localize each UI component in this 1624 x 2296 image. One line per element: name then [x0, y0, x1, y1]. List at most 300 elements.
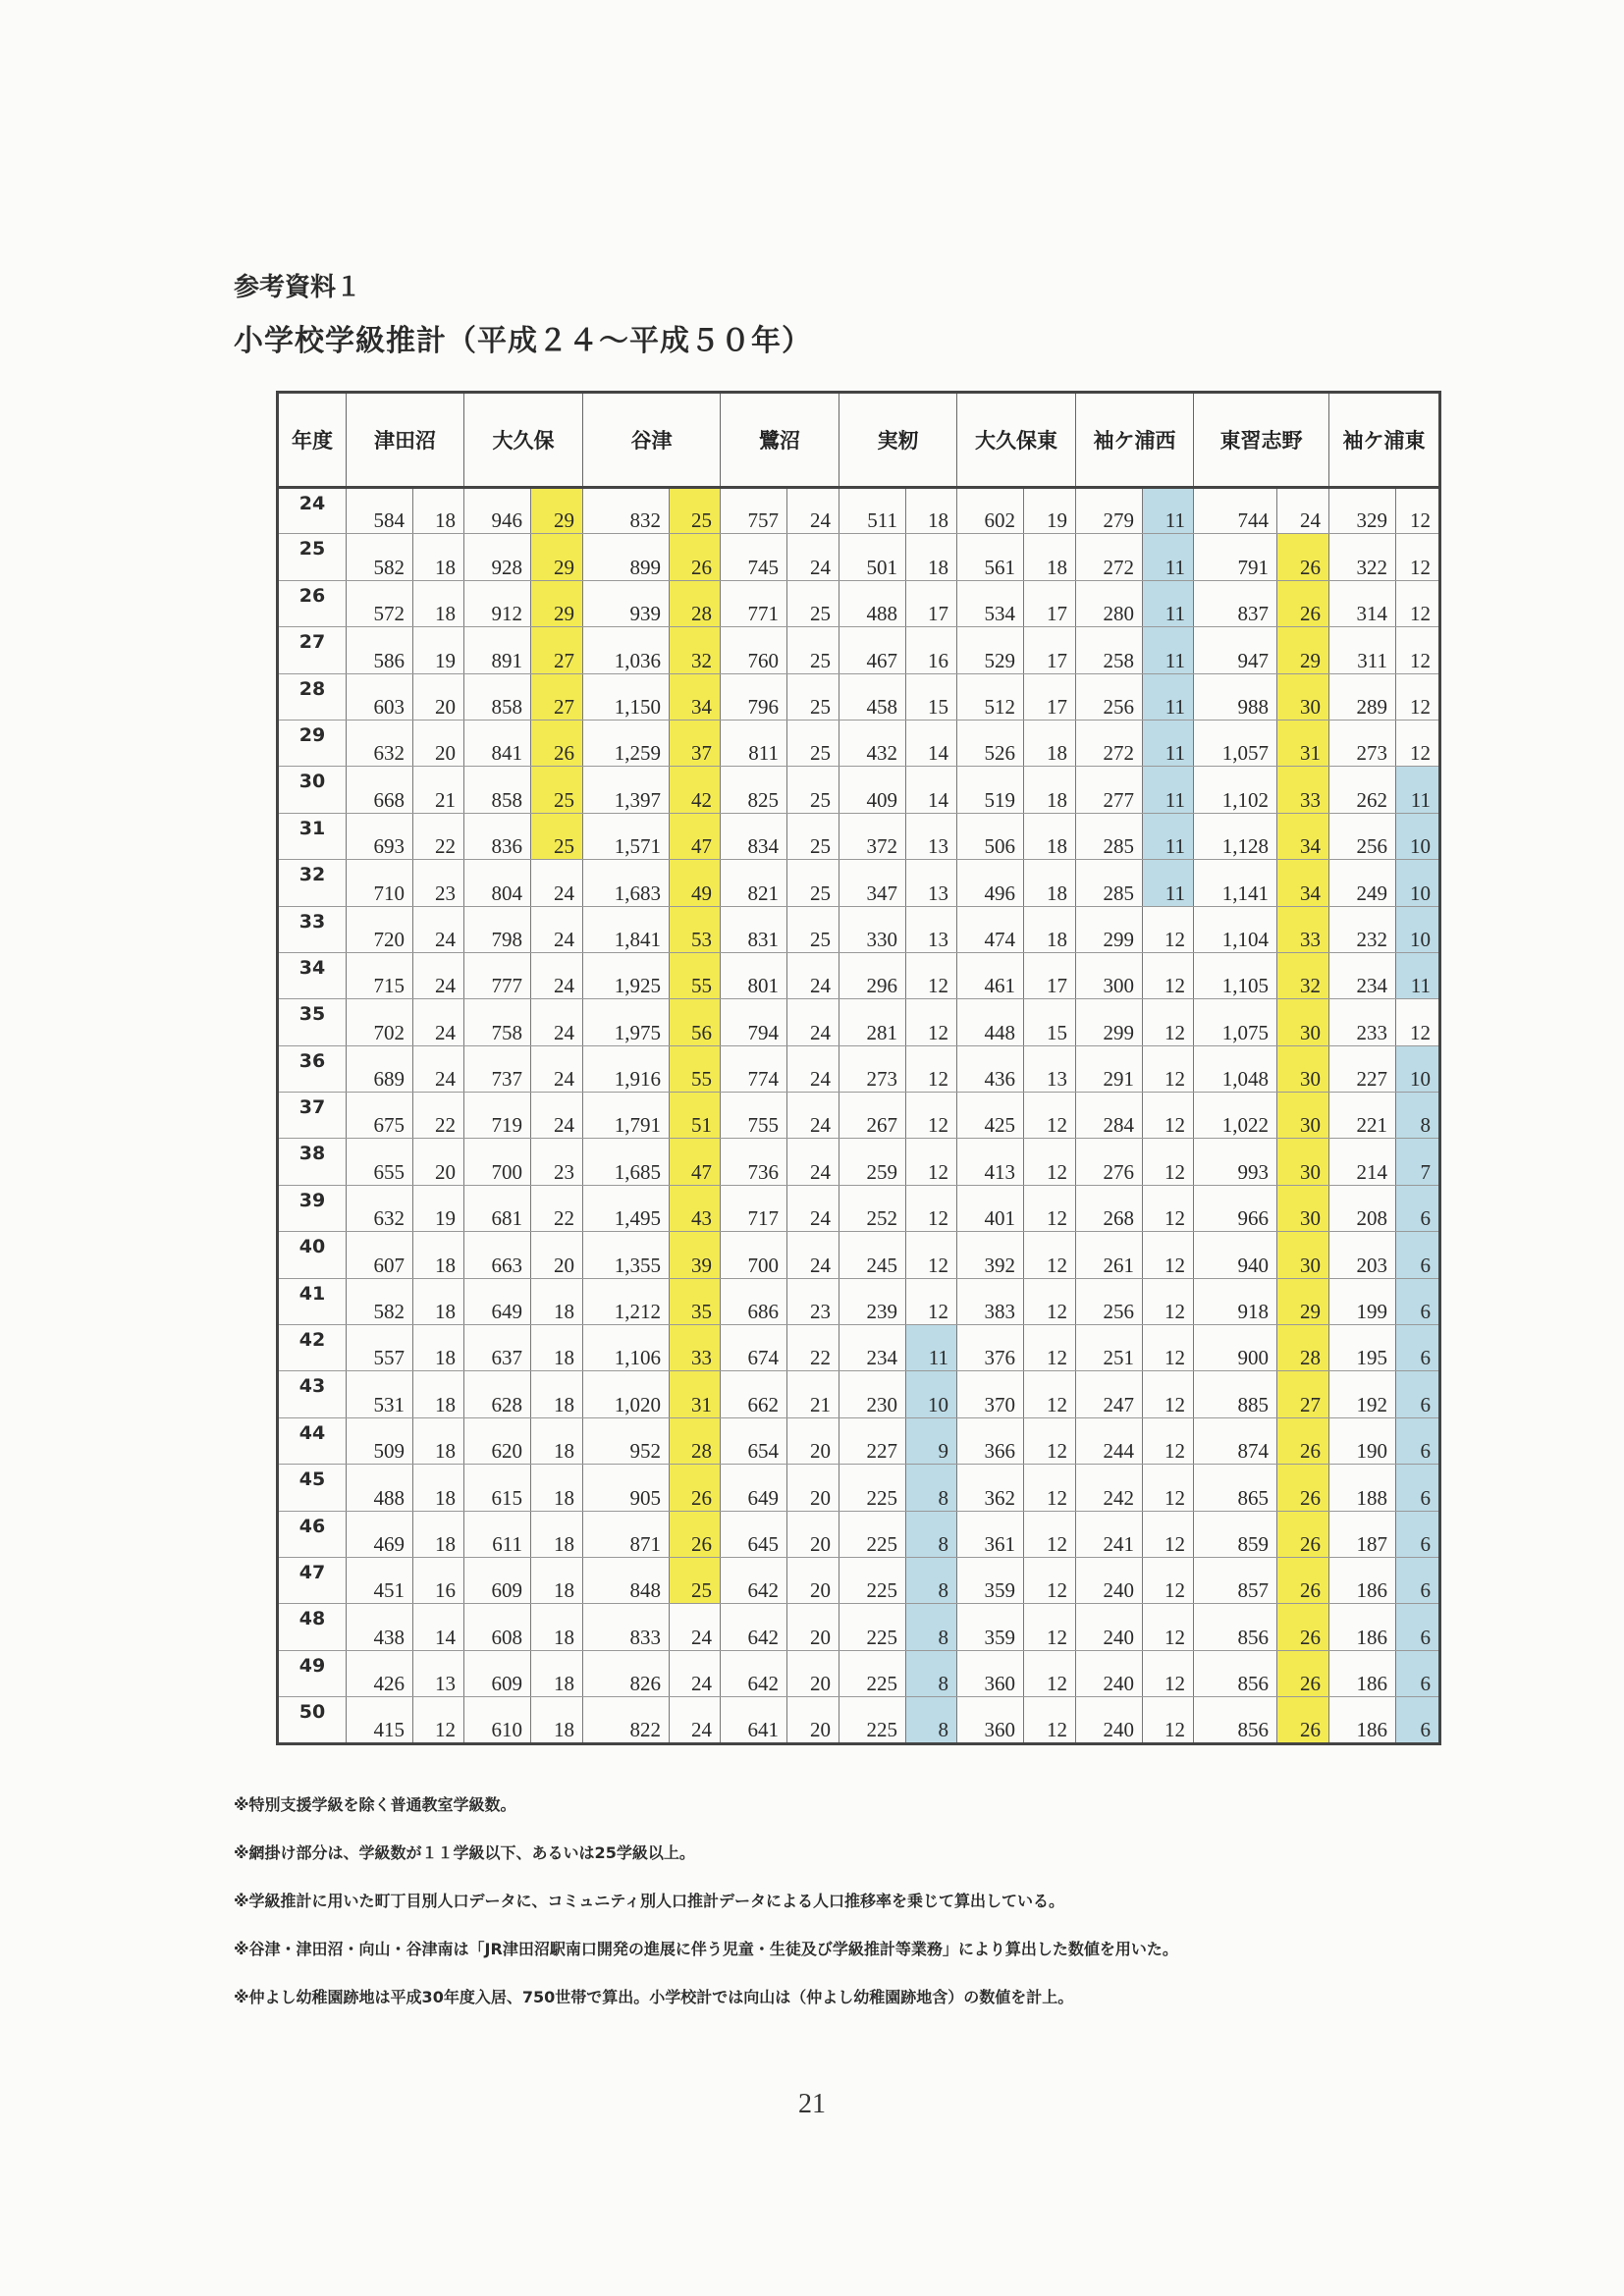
table-row — [278, 1325, 1440, 1371]
student-count-cell: 415 — [347, 1697, 413, 1743]
school-column-header: 実籾 — [839, 393, 957, 488]
class-count-cell: 47 — [670, 813, 721, 859]
student-count-cell: 654 — [721, 1417, 787, 1464]
class-count-cell: 14 — [413, 1604, 464, 1650]
student-count-cell: 289 — [1329, 673, 1396, 720]
class-count-cell: 12 — [1143, 1278, 1194, 1324]
class-count-cell: 55 — [670, 952, 721, 998]
class-count-cell: 24 — [787, 999, 839, 1045]
student-count-cell: 715 — [347, 952, 413, 998]
class-count-cell: 25 — [670, 1557, 721, 1603]
student-count-cell: 834 — [721, 813, 787, 859]
class-count-cell: 37 — [670, 720, 721, 766]
class-count-cell: 12 — [1396, 720, 1440, 766]
student-count-cell: 401 — [957, 1185, 1024, 1231]
student-count-cell: 609 — [464, 1557, 531, 1603]
class-count-cell: 18 — [531, 1511, 583, 1557]
class-count-cell: 11 — [1143, 720, 1194, 766]
class-count-cell: 12 — [1143, 1232, 1194, 1278]
class-count-cell: 32 — [1277, 952, 1329, 998]
class-count-cell: 12 — [906, 1139, 957, 1185]
student-count-cell: 649 — [464, 1278, 531, 1324]
class-count-cell: 18 — [413, 1371, 464, 1417]
student-count-cell: 413 — [957, 1139, 1024, 1185]
class-count-cell: 21 — [787, 1371, 839, 1417]
class-count-cell: 10 — [906, 1371, 957, 1417]
class-count-cell: 26 — [531, 720, 583, 766]
table-row — [278, 1045, 1440, 1092]
year-cell: 37 — [278, 1093, 347, 1139]
footnote: ※学級推計に用いた町丁目別人口データに、コミュニティ別人口推計データによる人口推移率を乗じて算出している。 — [234, 1892, 1064, 1910]
class-count-cell: 8 — [906, 1604, 957, 1650]
class-count-cell: 30 — [1277, 1093, 1329, 1139]
year-cell: 29 — [278, 720, 347, 766]
school-column-header: 大久保東 — [957, 393, 1076, 488]
student-count-cell: 225 — [839, 1604, 906, 1650]
student-count-cell: 383 — [957, 1278, 1024, 1324]
class-count-cell: 12 — [1143, 999, 1194, 1045]
class-count-cell: 18 — [531, 1325, 583, 1371]
class-count-cell: 11 — [1143, 767, 1194, 813]
year-cell: 36 — [278, 1045, 347, 1092]
student-count-cell: 856 — [1194, 1604, 1277, 1650]
student-count-cell: 299 — [1076, 906, 1143, 952]
year-cell: 30 — [278, 767, 347, 813]
student-count-cell: 637 — [464, 1325, 531, 1371]
table-row — [278, 1278, 1440, 1324]
class-count-cell: 30 — [1277, 673, 1329, 720]
student-count-cell: 187 — [1329, 1511, 1396, 1557]
student-count-cell: 946 — [464, 488, 531, 534]
student-count-cell: 242 — [1076, 1465, 1143, 1511]
student-count-cell: 610 — [464, 1697, 531, 1743]
student-count-cell: 825 — [721, 767, 787, 813]
student-count-cell: 232 — [1329, 906, 1396, 952]
year-cell: 31 — [278, 813, 347, 859]
class-count-cell: 12 — [1024, 1278, 1076, 1324]
class-count-cell: 18 — [906, 488, 957, 534]
class-count-cell: 25 — [787, 767, 839, 813]
class-count-cell: 22 — [413, 1093, 464, 1139]
class-count-cell: 23 — [413, 860, 464, 906]
class-count-cell: 26 — [1277, 1604, 1329, 1650]
student-count-cell: 642 — [721, 1650, 787, 1696]
class-count-cell: 22 — [531, 1185, 583, 1231]
student-count-cell: 240 — [1076, 1697, 1143, 1743]
year-cell: 24 — [278, 488, 347, 534]
class-count-cell: 12 — [1024, 1232, 1076, 1278]
student-count-cell: 717 — [721, 1185, 787, 1231]
table-row — [278, 1511, 1440, 1557]
student-count-cell: 273 — [839, 1045, 906, 1092]
school-column-header: 谷津 — [583, 393, 721, 488]
class-count-cell: 35 — [670, 1278, 721, 1324]
year-cell: 32 — [278, 860, 347, 906]
student-count-cell: 702 — [347, 999, 413, 1045]
class-count-cell: 30 — [1277, 1139, 1329, 1185]
class-count-cell: 12 — [906, 952, 957, 998]
student-count-cell: 467 — [839, 627, 906, 673]
student-count-cell: 681 — [464, 1185, 531, 1231]
student-count-cell: 1,150 — [583, 673, 670, 720]
student-count-cell: 758 — [464, 999, 531, 1045]
class-count-cell: 11 — [1396, 767, 1440, 813]
class-count-cell: 33 — [1277, 767, 1329, 813]
class-count-cell: 12 — [1024, 1557, 1076, 1603]
student-count-cell: 1,841 — [583, 906, 670, 952]
student-count-cell: 1,104 — [1194, 906, 1277, 952]
class-count-cell: 6 — [1396, 1278, 1440, 1324]
class-count-cell: 25 — [531, 813, 583, 859]
class-count-cell: 17 — [906, 580, 957, 626]
class-count-cell: 26 — [1277, 1557, 1329, 1603]
document-label: 参考資料１ — [234, 273, 362, 302]
class-count-cell: 12 — [1143, 1511, 1194, 1557]
year-cell: 40 — [278, 1232, 347, 1278]
student-count-cell: 281 — [839, 999, 906, 1045]
class-count-cell: 20 — [413, 673, 464, 720]
footnote: ※仲よし幼稚園跡地は平成30年度入居、750世帯で算出。小学校計では向山は（仲よし幼稚園跡地含）の数値を計上。 — [234, 1988, 1074, 2006]
student-count-cell: 602 — [957, 488, 1024, 534]
year-cell: 39 — [278, 1185, 347, 1231]
table-row — [278, 580, 1440, 626]
student-count-cell: 939 — [583, 580, 670, 626]
class-count-cell: 12 — [1143, 906, 1194, 952]
class-count-cell: 24 — [531, 860, 583, 906]
class-count-cell: 24 — [531, 906, 583, 952]
class-count-cell: 16 — [413, 1557, 464, 1603]
class-count-cell: 47 — [670, 1139, 721, 1185]
class-count-cell: 24 — [531, 1045, 583, 1092]
student-count-cell: 856 — [1194, 1697, 1277, 1743]
class-count-cell: 29 — [531, 534, 583, 580]
year-cell: 50 — [278, 1697, 347, 1743]
class-count-cell: 27 — [1277, 1371, 1329, 1417]
class-count-cell: 17 — [1024, 673, 1076, 720]
table-row — [278, 627, 1440, 673]
class-count-cell: 6 — [1396, 1325, 1440, 1371]
student-count-cell: 268 — [1076, 1185, 1143, 1231]
student-count-cell: 240 — [1076, 1604, 1143, 1650]
class-count-cell: 17 — [1024, 627, 1076, 673]
student-count-cell: 607 — [347, 1232, 413, 1278]
table-row — [278, 1371, 1440, 1417]
student-count-cell: 511 — [839, 488, 906, 534]
class-count-cell: 24 — [787, 1185, 839, 1231]
student-count-cell: 247 — [1076, 1371, 1143, 1417]
class-count-cell: 24 — [787, 952, 839, 998]
student-count-cell: 225 — [839, 1697, 906, 1743]
class-count-cell: 6 — [1396, 1417, 1440, 1464]
class-count-cell: 34 — [1277, 860, 1329, 906]
student-count-cell: 526 — [957, 720, 1024, 766]
class-count-cell: 20 — [787, 1557, 839, 1603]
student-count-cell: 251 — [1076, 1325, 1143, 1371]
student-count-cell: 276 — [1076, 1139, 1143, 1185]
student-count-cell: 645 — [721, 1511, 787, 1557]
student-count-cell: 841 — [464, 720, 531, 766]
class-count-cell: 28 — [1277, 1325, 1329, 1371]
student-count-cell: 952 — [583, 1417, 670, 1464]
student-count-cell: 1,048 — [1194, 1045, 1277, 1092]
student-count-cell: 584 — [347, 488, 413, 534]
class-count-cell: 13 — [906, 813, 957, 859]
class-count-cell: 18 — [531, 1650, 583, 1696]
student-count-cell: 1,916 — [583, 1045, 670, 1092]
class-count-cell: 14 — [906, 720, 957, 766]
class-count-cell: 30 — [1277, 1045, 1329, 1092]
student-count-cell: 940 — [1194, 1232, 1277, 1278]
student-count-cell: 409 — [839, 767, 906, 813]
class-count-cell: 6 — [1396, 1650, 1440, 1696]
student-count-cell: 186 — [1329, 1557, 1396, 1603]
student-count-cell: 871 — [583, 1511, 670, 1557]
student-count-cell: 561 — [957, 534, 1024, 580]
student-count-cell: 1,141 — [1194, 860, 1277, 906]
class-count-cell: 11 — [1143, 673, 1194, 720]
student-count-cell: 928 — [464, 534, 531, 580]
class-count-cell: 17 — [1024, 952, 1076, 998]
table-row — [278, 1604, 1440, 1650]
class-count-cell: 26 — [670, 534, 721, 580]
student-count-cell: 438 — [347, 1604, 413, 1650]
student-count-cell: 291 — [1076, 1045, 1143, 1092]
student-count-cell: 214 — [1329, 1139, 1396, 1185]
student-count-cell: 273 — [1329, 720, 1396, 766]
student-count-cell: 285 — [1076, 860, 1143, 906]
student-count-cell: 359 — [957, 1604, 1024, 1650]
student-count-cell: 662 — [721, 1371, 787, 1417]
student-count-cell: 1,075 — [1194, 999, 1277, 1045]
student-count-cell: 675 — [347, 1093, 413, 1139]
student-count-cell: 582 — [347, 534, 413, 580]
student-count-cell: 1,397 — [583, 767, 670, 813]
class-count-cell: 12 — [1396, 534, 1440, 580]
class-count-cell: 24 — [413, 999, 464, 1045]
class-count-cell: 14 — [906, 767, 957, 813]
class-count-cell: 51 — [670, 1093, 721, 1139]
student-count-cell: 376 — [957, 1325, 1024, 1371]
class-count-cell: 12 — [1143, 1185, 1194, 1231]
student-count-cell: 230 — [839, 1371, 906, 1417]
student-count-cell: 857 — [1194, 1557, 1277, 1603]
student-count-cell: 642 — [721, 1604, 787, 1650]
class-count-cell: 12 — [906, 1045, 957, 1092]
student-count-cell: 233 — [1329, 999, 1396, 1045]
table-row — [278, 1557, 1440, 1603]
student-count-cell: 736 — [721, 1139, 787, 1185]
class-count-cell: 12 — [1143, 1417, 1194, 1464]
student-count-cell: 256 — [1329, 813, 1396, 859]
student-count-cell: 603 — [347, 673, 413, 720]
class-count-cell: 18 — [413, 580, 464, 626]
student-count-cell: 199 — [1329, 1278, 1396, 1324]
student-count-cell: 488 — [839, 580, 906, 626]
class-count-cell: 25 — [787, 627, 839, 673]
table-row — [278, 1417, 1440, 1464]
class-count-cell: 43 — [670, 1185, 721, 1231]
student-count-cell: 801 — [721, 952, 787, 998]
student-count-cell: 329 — [1329, 488, 1396, 534]
class-count-cell: 18 — [1024, 534, 1076, 580]
table-row — [278, 1185, 1440, 1231]
class-count-cell: 8 — [906, 1465, 957, 1511]
year-cell: 46 — [278, 1511, 347, 1557]
student-count-cell: 811 — [721, 720, 787, 766]
class-count-cell: 24 — [413, 906, 464, 952]
student-count-cell: 258 — [1076, 627, 1143, 673]
class-count-cell: 20 — [787, 1417, 839, 1464]
class-count-cell: 25 — [787, 906, 839, 952]
student-count-cell: 245 — [839, 1232, 906, 1278]
student-count-cell: 249 — [1329, 860, 1396, 906]
class-count-cell: 28 — [670, 1417, 721, 1464]
class-count-cell: 25 — [787, 720, 839, 766]
class-count-cell: 27 — [531, 627, 583, 673]
student-count-cell: 912 — [464, 580, 531, 626]
year-cell: 43 — [278, 1371, 347, 1417]
class-count-cell: 11 — [1143, 580, 1194, 626]
student-count-cell: 225 — [839, 1650, 906, 1696]
student-count-cell: 858 — [464, 767, 531, 813]
student-count-cell: 512 — [957, 673, 1024, 720]
student-count-cell: 425 — [957, 1093, 1024, 1139]
student-count-cell: 796 — [721, 673, 787, 720]
student-count-cell: 436 — [957, 1045, 1024, 1092]
class-count-cell: 12 — [1143, 1604, 1194, 1650]
student-count-cell: 426 — [347, 1650, 413, 1696]
class-count-cell: 30 — [1277, 999, 1329, 1045]
student-count-cell: 745 — [721, 534, 787, 580]
student-count-cell: 1,925 — [583, 952, 670, 998]
class-count-cell: 11 — [1143, 627, 1194, 673]
class-count-cell: 25 — [787, 580, 839, 626]
class-count-cell: 34 — [1277, 813, 1329, 859]
class-count-cell: 11 — [1143, 860, 1194, 906]
table-row — [278, 999, 1440, 1045]
student-count-cell: 432 — [839, 720, 906, 766]
school-column-header: 津田沼 — [347, 393, 464, 488]
class-count-cell: 24 — [1277, 488, 1329, 534]
year-column-header: 年度 — [278, 393, 347, 488]
year-cell: 35 — [278, 999, 347, 1045]
class-count-cell: 30 — [1277, 1232, 1329, 1278]
class-count-cell: 18 — [531, 1557, 583, 1603]
student-count-cell: 461 — [957, 952, 1024, 998]
class-count-cell: 10 — [1396, 906, 1440, 952]
school-column-header: 鷺沼 — [721, 393, 839, 488]
class-count-cell: 9 — [906, 1417, 957, 1464]
student-count-cell: 359 — [957, 1557, 1024, 1603]
footnote: ※谷津・津田沼・向山・谷津南は「JR津田沼駅南口開発の進展に伴う児童・生徒及び学級推計等業務」により算出した数値を用いた。 — [234, 1940, 1178, 1958]
student-count-cell: 256 — [1076, 1278, 1143, 1324]
class-count-cell: 18 — [531, 1465, 583, 1511]
class-count-cell: 12 — [1024, 1511, 1076, 1557]
class-count-cell: 33 — [1277, 906, 1329, 952]
table-row — [278, 1650, 1440, 1696]
student-count-cell: 227 — [839, 1417, 906, 1464]
student-count-cell: 534 — [957, 580, 1024, 626]
student-count-cell: 668 — [347, 767, 413, 813]
student-count-cell: 234 — [839, 1325, 906, 1371]
class-count-cell: 12 — [1396, 627, 1440, 673]
class-count-cell: 21 — [413, 767, 464, 813]
student-count-cell: 208 — [1329, 1185, 1396, 1231]
class-count-cell: 11 — [1396, 952, 1440, 998]
student-count-cell: 833 — [583, 1604, 670, 1650]
class-count-cell: 20 — [787, 1650, 839, 1696]
class-count-cell: 19 — [1024, 488, 1076, 534]
student-count-cell: 966 — [1194, 1185, 1277, 1231]
student-count-cell: 858 — [464, 673, 531, 720]
school-column-header: 大久保 — [464, 393, 583, 488]
student-count-cell: 755 — [721, 1093, 787, 1139]
class-count-cell: 20 — [787, 1697, 839, 1743]
student-count-cell: 615 — [464, 1465, 531, 1511]
table-row — [278, 813, 1440, 859]
class-count-cell: 18 — [531, 1278, 583, 1324]
student-count-cell: 277 — [1076, 767, 1143, 813]
student-count-cell: 190 — [1329, 1417, 1396, 1464]
student-count-cell: 1,106 — [583, 1325, 670, 1371]
class-count-cell: 13 — [906, 906, 957, 952]
class-count-cell: 26 — [1277, 580, 1329, 626]
class-count-cell: 29 — [1277, 1278, 1329, 1324]
class-count-cell: 18 — [1024, 767, 1076, 813]
year-cell: 48 — [278, 1604, 347, 1650]
class-count-cell: 12 — [1024, 1325, 1076, 1371]
student-count-cell: 900 — [1194, 1325, 1277, 1371]
class-count-cell: 30 — [1277, 1185, 1329, 1231]
class-count-cell: 12 — [1143, 1139, 1194, 1185]
class-count-cell: 26 — [670, 1511, 721, 1557]
student-count-cell: 874 — [1194, 1417, 1277, 1464]
student-count-cell: 1,128 — [1194, 813, 1277, 859]
school-column-header: 袖ケ浦東 — [1329, 393, 1440, 488]
class-count-cell: 25 — [670, 488, 721, 534]
student-count-cell: 831 — [721, 906, 787, 952]
class-count-cell: 12 — [1143, 1465, 1194, 1511]
class-count-cell: 20 — [787, 1511, 839, 1557]
class-count-cell: 6 — [1396, 1557, 1440, 1603]
year-cell: 26 — [278, 580, 347, 626]
student-count-cell: 361 — [957, 1511, 1024, 1557]
table-row — [278, 534, 1440, 580]
class-count-cell: 10 — [1396, 1045, 1440, 1092]
class-count-cell: 20 — [413, 720, 464, 766]
student-count-cell: 822 — [583, 1697, 670, 1743]
class-count-cell: 12 — [1143, 1093, 1194, 1139]
student-count-cell: 1,683 — [583, 860, 670, 906]
student-count-cell: 620 — [464, 1417, 531, 1464]
class-count-cell: 12 — [906, 1093, 957, 1139]
student-count-cell: 186 — [1329, 1604, 1396, 1650]
student-count-cell: 891 — [464, 627, 531, 673]
student-count-cell: 1,057 — [1194, 720, 1277, 766]
class-count-cell: 18 — [413, 1232, 464, 1278]
year-cell: 41 — [278, 1278, 347, 1324]
student-count-cell: 259 — [839, 1139, 906, 1185]
student-count-cell: 663 — [464, 1232, 531, 1278]
class-count-cell: 13 — [413, 1650, 464, 1696]
class-count-cell: 6 — [1396, 1697, 1440, 1743]
class-count-cell: 23 — [531, 1139, 583, 1185]
student-count-cell: 186 — [1329, 1650, 1396, 1696]
class-count-cell: 12 — [1396, 673, 1440, 720]
class-count-cell: 19 — [413, 1185, 464, 1231]
student-count-cell: 501 — [839, 534, 906, 580]
student-count-cell: 798 — [464, 906, 531, 952]
